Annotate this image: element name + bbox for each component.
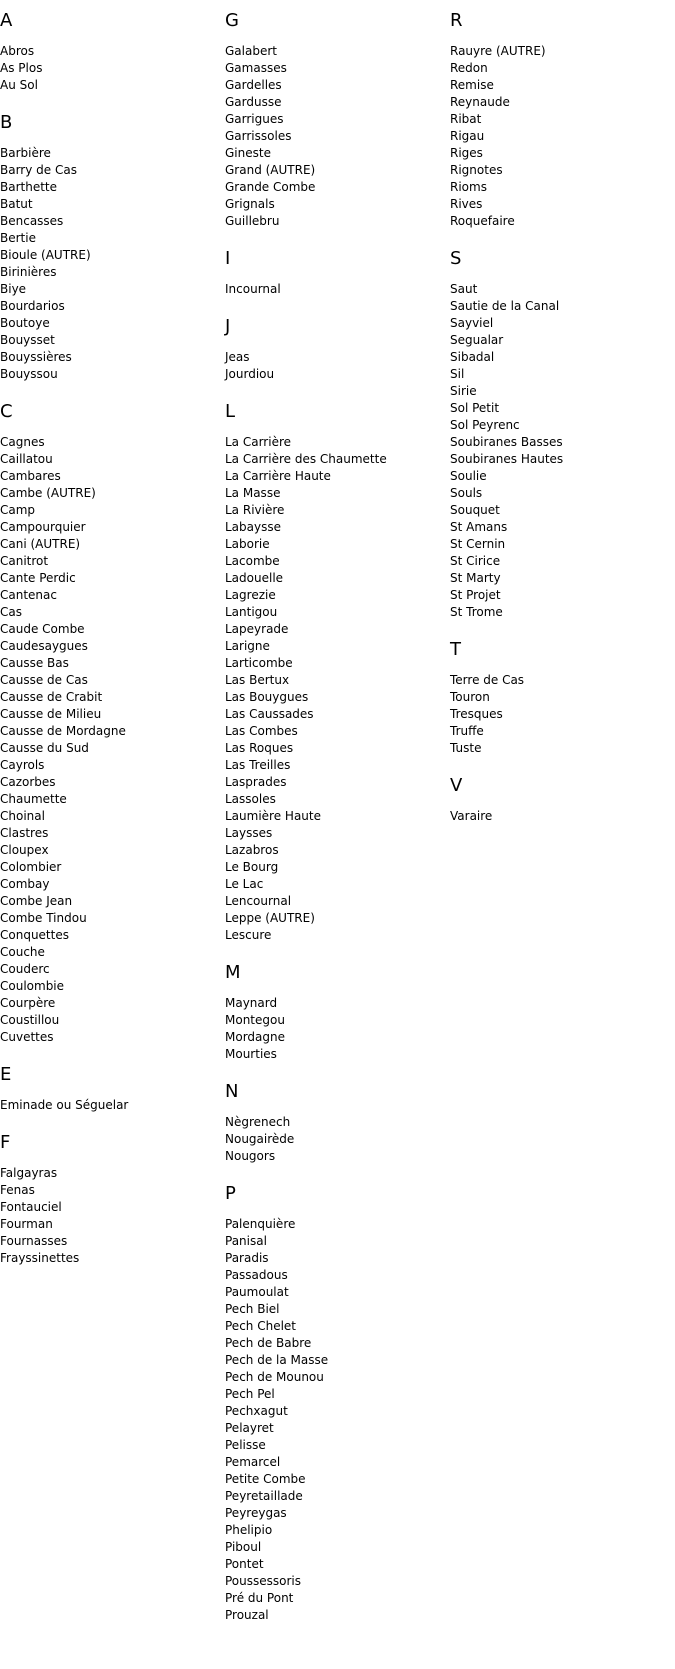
place-link-sautie-de-la-canal[interactable]: Sautie de la Canal — [450, 299, 560, 313]
place-link-reynaude[interactable]: Reynaude — [450, 95, 510, 109]
place-link-sibadal[interactable]: Sibadal — [450, 350, 495, 364]
place-list — [450, 281, 660, 621]
place-link-st-cirice[interactable]: St Cirice — [450, 554, 501, 568]
place-link-tuste[interactable]: Tuste — [450, 741, 482, 755]
place-link-st-marty[interactable]: St Marty — [450, 571, 501, 585]
place-link-causse-bas[interactable]: Causse Bas — [0, 656, 69, 670]
place-link-cantenac[interactable]: Cantenac — [0, 588, 57, 602]
letter-section-p — [225, 1182, 435, 1624]
place-link-saut[interactable]: Saut — [450, 282, 478, 296]
place-link-conquettes[interactable]: Conquettes — [0, 928, 69, 942]
place-link-rives[interactable]: Rives — [450, 197, 483, 211]
place-link-las-bertux[interactable]: Las Bertux — [225, 673, 290, 687]
letter-section-n — [225, 1080, 435, 1165]
place-link-la-masse[interactable]: La Masse — [225, 486, 281, 500]
place-link-palenquiere[interactable]: Palenquière — [225, 1217, 296, 1231]
place-link-larigne[interactable]: Larigne — [225, 639, 270, 653]
place-link-chaumette[interactable]: Chaumette — [0, 792, 67, 806]
place-link-lescure[interactable]: Lescure — [225, 928, 272, 942]
place-link-au-sol[interactable]: Au Sol — [0, 78, 38, 92]
place-link-eminade-ou-seguelar[interactable]: Eminade ou Séguelar — [0, 1098, 129, 1112]
place-link-barry-de-cas[interactable]: Barry de Cas — [0, 163, 77, 177]
place-link-souquet[interactable]: Souquet — [450, 503, 500, 517]
place-link-bouysset[interactable]: Bouysset — [0, 333, 55, 347]
place-link-pech-pel[interactable]: Pech Pel — [225, 1387, 275, 1401]
place-list — [0, 1165, 210, 1267]
letter-section-e — [0, 1063, 210, 1114]
letter-section-i — [225, 247, 435, 298]
place-list — [225, 995, 435, 1063]
place-link-sil[interactable]: Sil — [450, 367, 465, 381]
place-link-camp[interactable]: Camp — [0, 503, 36, 517]
place-link-peyretaillade[interactable]: Peyretaillade — [225, 1489, 303, 1503]
letter-section-v — [450, 774, 660, 825]
place-link-sol-petit[interactable]: Sol Petit — [450, 401, 500, 415]
place-link-souls[interactable]: Souls — [450, 486, 483, 500]
place-link-causse-de-milieu[interactable]: Causse de Milieu — [0, 707, 102, 721]
place-link-petite-combe[interactable]: Petite Combe — [225, 1472, 306, 1486]
letter-heading: M — [225, 962, 241, 983]
place-link-grande-combe[interactable]: Grande Combe — [225, 180, 316, 194]
place-list — [0, 1097, 210, 1114]
place-link-terre-de-cas[interactable]: Terre de Cas — [450, 673, 525, 687]
place-link-galabert[interactable]: Galabert — [225, 44, 277, 58]
place-link-pech-de-babre[interactable]: Pech de Babre — [225, 1336, 312, 1350]
place-link-bouyssou[interactable]: Bouyssou — [0, 367, 58, 381]
place-link-soulie[interactable]: Soulie — [450, 469, 487, 483]
place-link-tresques[interactable]: Tresques — [450, 707, 503, 721]
place-link-fourman[interactable]: Fourman — [0, 1217, 53, 1231]
place-link-negrenech[interactable]: Nègrenech — [225, 1115, 291, 1129]
place-link-caillatou[interactable]: Caillatou — [0, 452, 53, 466]
letter-section-f — [0, 1131, 210, 1267]
place-link-lacombe[interactable]: Lacombe — [225, 554, 280, 568]
letter-heading: T — [450, 639, 461, 660]
place-link-sirie[interactable]: Sirie — [450, 384, 477, 398]
place-link-larticombe[interactable]: Larticombe — [225, 656, 293, 670]
place-link-redon[interactable]: Redon — [450, 61, 488, 75]
letter-section-a — [0, 9, 210, 94]
place-link-le-bourg[interactable]: Le Bourg — [225, 860, 279, 874]
place-link-caudesaygues[interactable]: Caudesaygues — [0, 639, 88, 653]
place-link-clastres[interactable]: Clastres — [0, 826, 49, 840]
letter-section-g — [225, 9, 435, 230]
place-link-st-cernin[interactable]: St Cernin — [450, 537, 506, 551]
place-link-fontauciel[interactable]: Fontauciel — [0, 1200, 62, 1214]
place-link-truffe[interactable]: Truffe — [450, 724, 484, 738]
letter-heading: N — [225, 1081, 239, 1102]
place-link-cambe-autre[interactable]: Cambe (AUTRE) — [0, 486, 96, 500]
place-link-panisal[interactable]: Panisal — [225, 1234, 267, 1248]
place-link-batut[interactable]: Batut — [0, 197, 33, 211]
place-link-cani-autre[interactable]: Cani (AUTRE) — [0, 537, 81, 551]
place-link-coustillou[interactable]: Coustillou — [0, 1013, 60, 1027]
letter-heading: A — [0, 10, 13, 31]
place-link-soubiranes-hautes[interactable]: Soubiranes Hautes — [450, 452, 564, 466]
place-link-poussessoris[interactable]: Poussessoris — [225, 1574, 302, 1588]
place-link-labaysse[interactable]: Labaysse — [225, 520, 281, 534]
place-link-leppe-autre[interactable]: Leppe (AUTRE) — [225, 911, 315, 925]
place-link-cagnes[interactable]: Cagnes — [0, 435, 45, 449]
place-link-varaire[interactable]: Varaire — [450, 809, 493, 823]
place-link-riges[interactable]: Riges — [450, 146, 483, 160]
index-column-3 — [450, 9, 660, 842]
place-link-rigau[interactable]: Rigau — [450, 129, 485, 143]
place-link-as-plos[interactable]: As Plos — [0, 61, 43, 75]
place-link-frayssinettes[interactable]: Frayssinettes — [0, 1251, 80, 1265]
place-link-cloupex[interactable]: Cloupex — [0, 843, 49, 857]
place-link-garrissoles[interactable]: Garrissoles — [225, 129, 292, 143]
place-link-combe-jean[interactable]: Combe Jean — [0, 894, 73, 908]
place-link-gamasses[interactable]: Gamasses — [225, 61, 287, 75]
place-link-couderc[interactable]: Couderc — [0, 962, 50, 976]
place-link-gineste[interactable]: Gineste — [225, 146, 271, 160]
place-link-bertie[interactable]: Bertie — [0, 231, 36, 245]
place-link-bouyssieres[interactable]: Bouyssières — [0, 350, 72, 364]
place-link-garrigues[interactable]: Garrigues — [225, 112, 284, 126]
place-link-sayviel[interactable]: Sayviel — [450, 316, 494, 330]
place-link-la-carriere-haute[interactable]: La Carrière Haute — [225, 469, 331, 483]
place-link-le-lac[interactable]: Le Lac — [225, 877, 264, 891]
place-link-gardelles[interactable]: Gardelles — [225, 78, 282, 92]
letter-heading: I — [225, 248, 231, 269]
place-link-roquefaire[interactable]: Roquefaire — [450, 214, 515, 228]
place-link-pechxagut[interactable]: Pechxagut — [225, 1404, 288, 1418]
letter-section-s — [450, 247, 660, 621]
place-link-piboul[interactable]: Piboul — [225, 1540, 262, 1554]
place-link-montegou[interactable]: Montegou — [225, 1013, 285, 1027]
place-link-choinal[interactable]: Choinal — [0, 809, 45, 823]
place-link-nougairede[interactable]: Nougairède — [225, 1132, 295, 1146]
letter-section-r — [450, 9, 660, 230]
place-link-grand-autre[interactable]: Grand (AUTRE) — [225, 163, 316, 177]
place-list — [225, 434, 435, 944]
place-link-birinieres[interactable]: Birinières — [0, 265, 57, 279]
place-list — [0, 434, 210, 1046]
place-link-fournasses[interactable]: Fournasses — [0, 1234, 68, 1248]
place-list — [225, 1114, 435, 1165]
place-link-lapeyrade[interactable]: Lapeyrade — [225, 622, 289, 636]
place-link-rauyre-autre[interactable]: Rauyre (AUTRE) — [450, 44, 546, 58]
place-list — [225, 349, 435, 383]
place-link-mordagne[interactable]: Mordagne — [225, 1030, 285, 1044]
place-link-la-carriere-des-chaumette[interactable]: La Carrière des Chaumette — [225, 452, 387, 466]
place-link-courpere[interactable]: Courpère — [0, 996, 56, 1010]
letter-heading: C — [0, 401, 13, 422]
place-link-pontet[interactable]: Pontet — [225, 1557, 264, 1571]
letter-heading: P — [225, 1183, 236, 1204]
place-link-la-riviere[interactable]: La Rivière — [225, 503, 285, 517]
letter-section-b — [0, 111, 210, 383]
place-list — [0, 145, 210, 383]
place-link-la-carriere[interactable]: La Carrière — [225, 435, 292, 449]
place-link-pech-biel[interactable]: Pech Biel — [225, 1302, 280, 1316]
place-list — [225, 1216, 435, 1624]
place-link-st-projet[interactable]: St Projet — [450, 588, 501, 602]
place-link-laborie[interactable]: Laborie — [225, 537, 270, 551]
place-list — [225, 281, 435, 298]
place-link-bioule-autre[interactable]: Bioule (AUTRE) — [0, 248, 91, 262]
place-link-barbiere[interactable]: Barbière — [0, 146, 51, 160]
place-link-paumoulat[interactable]: Paumoulat — [225, 1285, 289, 1299]
letter-section-c — [0, 400, 210, 1046]
place-link-rignotes[interactable]: Rignotes — [450, 163, 503, 177]
place-link-coulombie[interactable]: Coulombie — [0, 979, 65, 993]
place-link-fenas[interactable]: Fenas — [0, 1183, 35, 1197]
place-link-las-treilles[interactable]: Las Treilles — [225, 758, 291, 772]
place-link-peyreygas[interactable]: Peyreygas — [225, 1506, 287, 1520]
place-link-cambares[interactable]: Cambares — [0, 469, 61, 483]
letter-heading: G — [225, 10, 239, 31]
place-link-caude-combe[interactable]: Caude Combe — [0, 622, 85, 636]
place-link-cayrols[interactable]: Cayrols — [0, 758, 45, 772]
place-link-gardusse[interactable]: Gardusse — [225, 95, 282, 109]
place-link-combay[interactable]: Combay — [0, 877, 50, 891]
place-link-boutoye[interactable]: Boutoye — [0, 316, 50, 330]
place-link-laumiere-haute[interactable]: Laumière Haute — [225, 809, 321, 823]
place-link-lencournal[interactable]: Lencournal — [225, 894, 292, 908]
place-link-sol-peyrenc[interactable]: Sol Peyrenc — [450, 418, 520, 432]
place-link-lantigou[interactable]: Lantigou — [225, 605, 278, 619]
place-link-st-amans[interactable]: St Amans — [450, 520, 508, 534]
place-link-campourquier[interactable]: Campourquier — [0, 520, 86, 534]
letter-heading: V — [450, 775, 463, 796]
place-link-jeas[interactable]: Jeas — [225, 350, 250, 364]
place-link-causse-du-sud[interactable]: Causse du Sud — [0, 741, 89, 755]
place-link-touron[interactable]: Touron — [450, 690, 490, 704]
place-link-paradis[interactable]: Paradis — [225, 1251, 269, 1265]
place-link-las-caussades[interactable]: Las Caussades — [225, 707, 314, 721]
letter-heading: B — [0, 112, 13, 133]
place-link-las-combes[interactable]: Las Combes — [225, 724, 298, 738]
place-link-canitrot[interactable]: Canitrot — [0, 554, 49, 568]
letter-heading: R — [450, 10, 463, 31]
place-link-jourdiou[interactable]: Jourdiou — [225, 367, 275, 381]
place-link-las-roques[interactable]: Las Roques — [225, 741, 294, 755]
place-link-cuvettes[interactable]: Cuvettes — [0, 1030, 54, 1044]
place-link-phelipio[interactable]: Phelipio — [225, 1523, 273, 1537]
place-link-prouzal[interactable]: Prouzal — [225, 1608, 269, 1622]
place-link-causse-de-crabit[interactable]: Causse de Crabit — [0, 690, 103, 704]
place-link-rioms[interactable]: Rioms — [450, 180, 487, 194]
letter-section-l — [225, 400, 435, 944]
letter-heading: S — [450, 248, 462, 269]
place-link-las-bouygues[interactable]: Las Bouygues — [225, 690, 309, 704]
letter-heading: F — [0, 1132, 11, 1153]
place-link-pech-chelet[interactable]: Pech Chelet — [225, 1319, 296, 1333]
place-link-abros[interactable]: Abros — [0, 44, 35, 58]
letter-heading: E — [0, 1064, 12, 1085]
place-link-pelisse[interactable]: Pelisse — [225, 1438, 266, 1452]
place-link-soubiranes-basses[interactable]: Soubiranes Basses — [450, 435, 563, 449]
place-link-segualar[interactable]: Segualar — [450, 333, 504, 347]
place-link-barthette[interactable]: Barthette — [0, 180, 58, 194]
index-column-2 — [225, 9, 435, 1641]
place-link-ladouelle[interactable]: Ladouelle — [225, 571, 284, 585]
place-list — [450, 808, 660, 825]
place-link-lassoles[interactable]: Lassoles — [225, 792, 276, 806]
place-link-lasprades[interactable]: Lasprades — [225, 775, 287, 789]
place-link-mourties[interactable]: Mourties — [225, 1047, 277, 1061]
place-link-bencasses[interactable]: Bencasses — [0, 214, 64, 228]
place-link-grignals[interactable]: Grignals — [225, 197, 275, 211]
place-link-cazorbes[interactable]: Cazorbes — [0, 775, 56, 789]
place-link-combe-tindou[interactable]: Combe Tindou — [0, 911, 87, 925]
place-link-lazabros[interactable]: Lazabros — [225, 843, 279, 857]
place-list — [225, 43, 435, 230]
place-link-passadous[interactable]: Passadous — [225, 1268, 288, 1282]
place-link-pemarcel[interactable]: Pemarcel — [225, 1455, 281, 1469]
index-column-1 — [0, 9, 210, 1284]
place-link-ribat[interactable]: Ribat — [450, 112, 482, 126]
place-link-lagrezie[interactable]: Lagrezie — [225, 588, 276, 602]
place-link-bourdarios[interactable]: Bourdarios — [0, 299, 65, 313]
place-link-pre-du-pont[interactable]: Pré du Pont — [225, 1591, 294, 1605]
place-list — [450, 43, 660, 230]
place-list — [450, 672, 660, 757]
letter-section-j — [225, 315, 435, 383]
place-link-pech-de-la-masse[interactable]: Pech de la Masse — [225, 1353, 329, 1367]
place-list — [0, 43, 210, 94]
place-link-guillebru[interactable]: Guillebru — [225, 214, 280, 228]
place-link-colombier[interactable]: Colombier — [0, 860, 62, 874]
letter-heading: J — [225, 316, 231, 337]
place-link-causse-de-cas[interactable]: Causse de Cas — [0, 673, 88, 687]
place-link-nougors[interactable]: Nougors — [225, 1149, 276, 1163]
place-link-remise[interactable]: Remise — [450, 78, 494, 92]
place-link-falgayras[interactable]: Falgayras — [0, 1166, 58, 1180]
place-link-cas[interactable]: Cas — [0, 605, 22, 619]
place-link-pech-de-mounou[interactable]: Pech de Mounou — [225, 1370, 324, 1384]
letter-section-t — [450, 638, 660, 757]
place-link-incournal[interactable]: Incournal — [225, 282, 281, 296]
letter-heading: L — [225, 401, 236, 422]
place-link-biye[interactable]: Biye — [0, 282, 27, 296]
place-link-cante-perdic[interactable]: Cante Perdic — [0, 571, 76, 585]
place-link-causse-de-mordagne[interactable]: Causse de Mordagne — [0, 724, 126, 738]
place-link-st-trome[interactable]: St Trome — [450, 605, 503, 619]
letter-section-m — [225, 961, 435, 1063]
place-link-couche[interactable]: Couche — [0, 945, 45, 959]
place-link-pelayret[interactable]: Pelayret — [225, 1421, 274, 1435]
place-link-maynard[interactable]: Maynard — [225, 996, 278, 1010]
place-link-laysses[interactable]: Laysses — [225, 826, 273, 840]
